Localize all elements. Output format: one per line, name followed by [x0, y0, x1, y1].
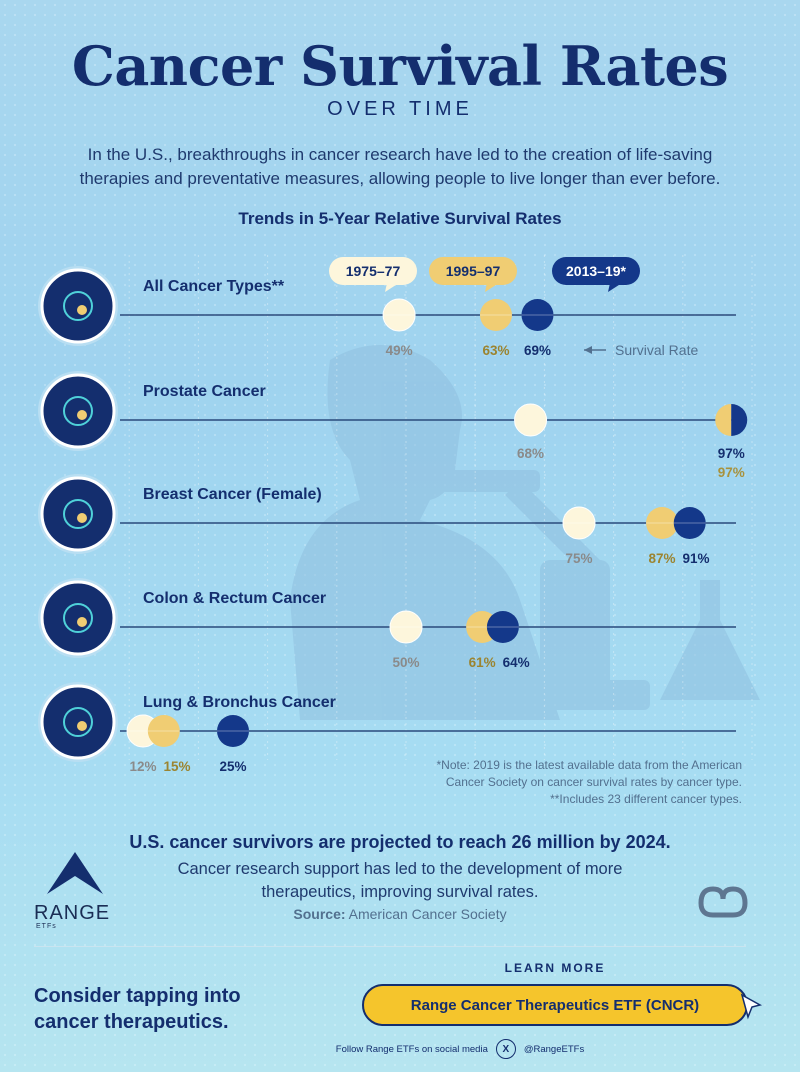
marker-1995 [715, 404, 731, 436]
legend-label: 2013–19* [566, 263, 626, 279]
value-label: 63% [482, 343, 510, 358]
social-row [0, 1039, 800, 1059]
icon-glow [77, 410, 87, 420]
value-label: 68% [517, 446, 545, 461]
page-title: Cancer Survival Rates [71, 34, 729, 98]
icon-glow [77, 513, 87, 523]
marker-1975 [515, 404, 547, 436]
value-label: 61% [468, 655, 496, 670]
visual-capitalist-icon [697, 885, 749, 919]
intro-text: In the U.S., breakthroughs in cancer research have led to the creation of life-saving therapies and preventative measures, allowing people to live longer than ever before. [79, 145, 721, 188]
social-handle[interactable]: @RangeETFs [523, 1043, 585, 1055]
logo-name: RANGE [34, 902, 111, 924]
breast-icon [42, 478, 114, 550]
annotation-label: Survival Rate [615, 342, 699, 358]
category-label: All Cancer Types** [143, 278, 285, 295]
legend-label: 1975–77 [345, 263, 401, 279]
x-logo-icon[interactable]: X [496, 1039, 516, 1059]
icon-glow [77, 305, 87, 315]
category-label: Lung & Bronchus Cancer [143, 694, 336, 711]
social-text: Follow Range ETFs on social media [335, 1043, 488, 1055]
legend-label: 1995–97 [445, 263, 501, 279]
research-text: Cancer research support has led to the development of more therapeutics, improving survival rates. [177, 860, 623, 901]
value-label: 97% [717, 446, 745, 461]
category-label: Breast Cancer (Female) [143, 486, 322, 503]
marker-2013 [731, 404, 747, 436]
page-subtitle: OVER TIME [327, 98, 473, 120]
prostate-icon [42, 375, 114, 447]
value-label: 97% [717, 465, 745, 480]
cncr-etf-button[interactable] [362, 984, 748, 1026]
value-label: 49% [385, 343, 413, 358]
value-label: 64% [502, 655, 530, 670]
category-label: Colon & Rectum Cancer [143, 590, 327, 607]
lungs-icon [42, 686, 114, 758]
value-label: 15% [163, 759, 191, 774]
cta-button-label: Range Cancer Therapeutics ETF (CNCR) [410, 996, 700, 1014]
note-line-1: *Note: 2019 is the latest available data from the American [436, 758, 742, 772]
projection-text: U.S. cancer survivors are projected to reach 26 million by 2024. [129, 832, 671, 852]
range-logo-icon [34, 850, 124, 898]
source-line [0, 906, 800, 922]
source-label: Source: [293, 906, 346, 922]
category-label: Prostate Cancer [143, 383, 266, 400]
value-label: 12% [129, 759, 157, 774]
annotation-arrowhead [584, 346, 592, 354]
chart-title: Trends in 5-Year Relative Survival Rates [238, 209, 562, 228]
source-value: American Cancer Society [348, 906, 507, 922]
value-label: 75% [565, 551, 593, 566]
value-label: 87% [648, 551, 676, 566]
icon-glow [77, 721, 87, 731]
value-label: 25% [219, 759, 247, 774]
cancer-cell-icon [42, 270, 114, 342]
value-label: 91% [682, 551, 710, 566]
chart-note [436, 757, 742, 808]
logo-sub: ETFs [36, 923, 57, 930]
footer-divider [34, 946, 746, 947]
value-label: 50% [392, 655, 420, 670]
value-label: 69% [523, 343, 551, 358]
icon-glow [77, 617, 87, 627]
note-line-3: **Includes 23 different cancer types. [550, 792, 742, 806]
note-line-2: Cancer Society on cancer survival rates by cancer type. [445, 775, 742, 789]
cursor-arrow-icon [740, 993, 764, 1021]
colon-icon [42, 582, 114, 654]
learn-more-label: LEARN MORE [504, 961, 606, 975]
cta-text: Consider tapping into cancer therapeutics. [34, 985, 241, 1033]
